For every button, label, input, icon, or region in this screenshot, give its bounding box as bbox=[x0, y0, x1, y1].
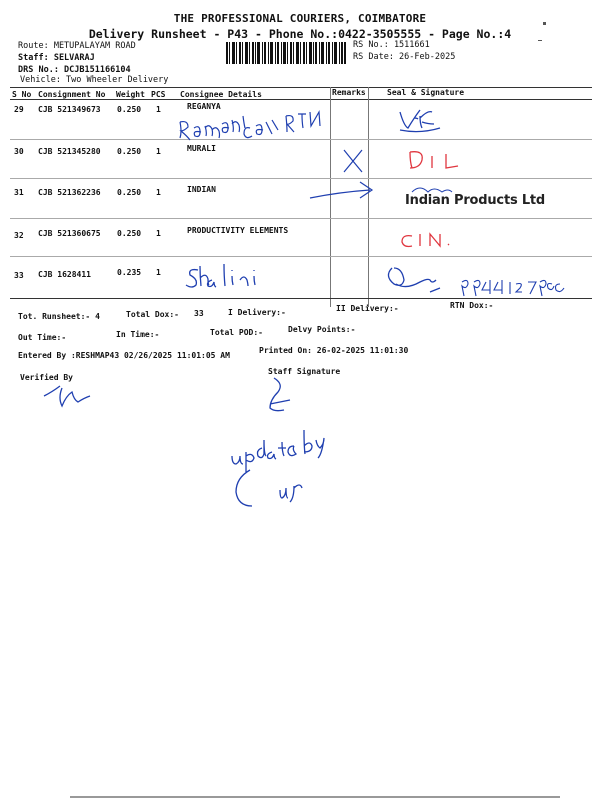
col-seal-signature: Seal & Signature bbox=[387, 88, 465, 97]
row33-name-handwriting bbox=[186, 264, 255, 287]
row29-signature bbox=[400, 110, 440, 132]
row-sno: 33 bbox=[14, 271, 24, 280]
col-consignee: Consignee Details bbox=[180, 90, 262, 99]
row-sno: 32 bbox=[14, 231, 24, 240]
row-weight: 0.250 bbox=[117, 147, 142, 156]
row-consignment: CJB 521362236 bbox=[38, 188, 101, 197]
col-remarks: Remarks bbox=[332, 88, 366, 97]
out-time: Out Time:- bbox=[18, 333, 67, 342]
runsheet-title: Delivery Runsheet - P43 - Phone No.:0422-3505555 - Page No.:4 bbox=[88, 27, 512, 41]
row-pcs: 1 bbox=[156, 188, 161, 197]
row30-signature bbox=[410, 152, 458, 168]
staff-label: Staff: SELVARAJ bbox=[18, 53, 95, 63]
company-title: THE PROFESSIONAL COURIERS, COIMBATORE bbox=[173, 12, 427, 25]
col-consignment: Consignment No bbox=[38, 90, 106, 99]
row-sno: 31 bbox=[14, 188, 24, 197]
entered-by: Entered By :RESHMAP43 02/26/2025 11:01:05 AM bbox=[18, 351, 230, 360]
row32-signature bbox=[402, 234, 449, 247]
row33-signature bbox=[388, 268, 440, 292]
total-pod: Total POD:- bbox=[210, 328, 263, 337]
row-weight: 0.235 bbox=[117, 268, 142, 277]
i-delivery: I Delivery:- bbox=[228, 308, 286, 317]
row-pcs: 1 bbox=[156, 147, 161, 156]
row-consignment: CJB 1628411 bbox=[38, 270, 91, 279]
row-pcs: 1 bbox=[156, 105, 161, 114]
printed-on: Printed On: 26-02-2025 11:01:30 bbox=[259, 346, 409, 355]
row-weight: 0.250 bbox=[117, 229, 142, 238]
update-signature bbox=[236, 470, 302, 506]
row-consignee: INDIAN bbox=[187, 185, 216, 194]
row-consignee: MURALI bbox=[187, 144, 216, 153]
staff-signature bbox=[270, 378, 290, 411]
rs-date: RS Date: 26-Feb-2025 bbox=[353, 52, 456, 62]
row29-handwriting bbox=[180, 112, 320, 140]
total-dox-value: 33 bbox=[194, 309, 204, 318]
col-sno: S No bbox=[12, 90, 32, 99]
rtn-dox: RTN Dox:- bbox=[450, 301, 494, 310]
row-sno: 29 bbox=[14, 105, 24, 114]
update-by-handwriting bbox=[232, 430, 324, 472]
ii-delivery: II Delivery:- bbox=[336, 304, 399, 313]
row31-arrow bbox=[310, 182, 372, 198]
col-pcs: PCS bbox=[151, 90, 166, 99]
row-sno: 30 bbox=[14, 147, 24, 156]
verified-by-label: Verified By bbox=[20, 373, 73, 382]
vehicle-label: Vehicle: Two Wheeler Delivery bbox=[20, 75, 169, 85]
row-consignment: CJB 521349673 bbox=[38, 105, 101, 114]
staff-signature-label: Staff Signature bbox=[268, 367, 341, 376]
rs-number: RS No.: 1511661 bbox=[353, 40, 430, 50]
row-consignment: CJB 521345280 bbox=[38, 147, 101, 156]
row-pcs: 1 bbox=[156, 229, 161, 238]
row-consignee: REGANYA bbox=[187, 102, 221, 111]
row31-scribble bbox=[412, 188, 452, 192]
tot-runsheet: Tot. Runsheet:- 4 bbox=[18, 312, 100, 321]
row30-remark-mark bbox=[344, 150, 362, 172]
total-dox-label: Total Dox:- bbox=[126, 310, 179, 319]
row-consignee: PRODUCTIVITY ELEMENTS bbox=[187, 226, 289, 235]
row-weight: 0.250 bbox=[117, 188, 142, 197]
delvy-points: Delvy Points:- bbox=[288, 325, 356, 334]
row-weight: 0.250 bbox=[117, 105, 142, 114]
route-label: Route: METUPALAYAM ROAD bbox=[18, 41, 136, 51]
drs-number: DRS No.: DCJB151166104 bbox=[18, 65, 131, 75]
col-weight: Weight bbox=[116, 90, 145, 99]
row-pcs: 1 bbox=[156, 268, 161, 277]
row31-company-stamp: Indian Products Ltd bbox=[405, 193, 546, 208]
row-consignment: CJB 521360675 bbox=[38, 229, 101, 238]
row33-phone-handwriting bbox=[462, 280, 564, 296]
in-time: In Time:- bbox=[116, 330, 160, 339]
verified-by-signature bbox=[44, 386, 90, 406]
